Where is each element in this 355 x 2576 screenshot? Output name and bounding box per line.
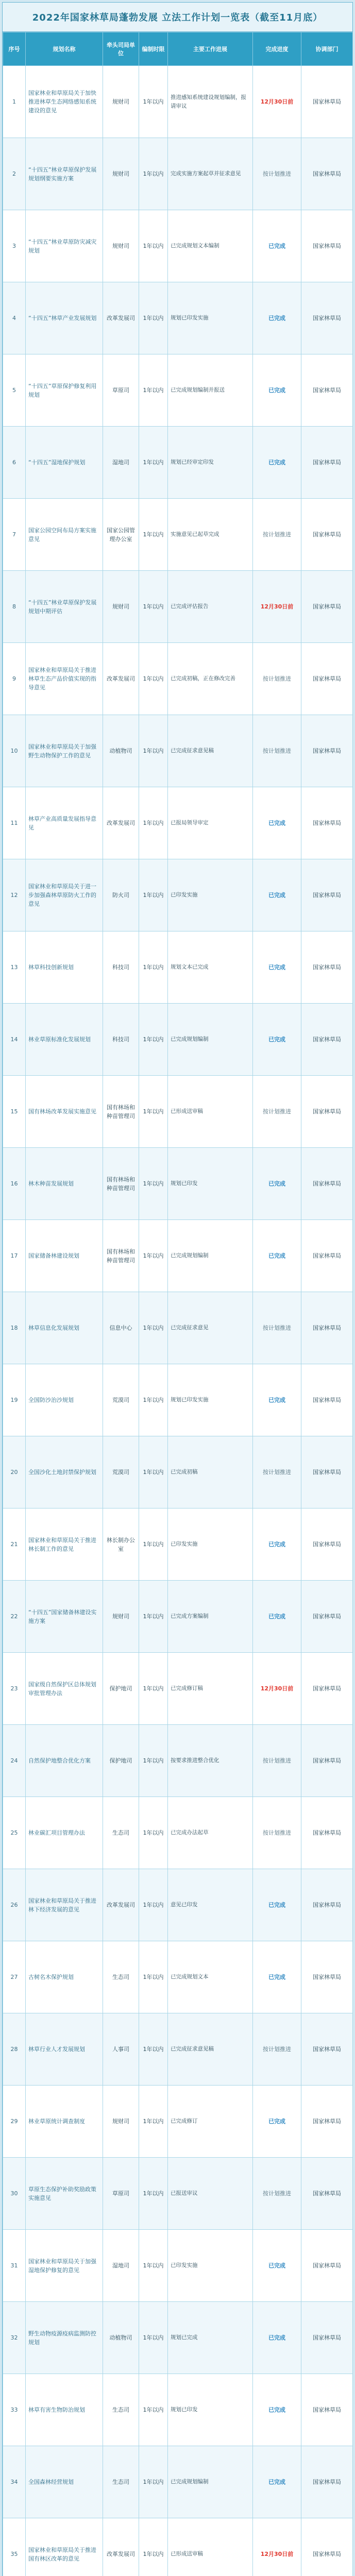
row-lead: 改革发展司 [103,1869,139,1941]
table-row [3,2158,353,2230]
row-progress: 已完成修订 [168,2086,253,2158]
row-status: 按计划推进 [253,499,301,571]
row-status: 按计划推进 [253,643,301,715]
row-dept: 国家林草局 [301,1364,353,1436]
row-period: 1年以内 [139,931,168,1004]
row-dept: 国家林草局 [301,1148,353,1220]
row-dept: 国家林草局 [301,1581,353,1653]
row-progress: 已报局领导审定 [168,787,253,859]
row-progress: 已完成评估报告 [168,571,253,643]
row-num: 33 [3,2374,26,2446]
row-num: 5 [3,354,26,427]
row-dept: 国家林草局 [301,66,353,138]
row-period: 1年以内 [139,2446,168,2518]
row-period: 1年以内 [139,2374,168,2446]
plan-sheet [2,2,353,2576]
row-progress: 实施意见已起草完成 [168,499,253,571]
row-name: “十四五”林业草原防灾减灾规划 [26,210,103,282]
row-progress: 已完成征求意见稿 [168,715,253,787]
row-num: 15 [3,1076,26,1148]
row-status: 已完成 [253,1581,301,1653]
row-period: 1年以内 [139,2158,168,2230]
row-status: 已完成 [253,787,301,859]
table-row [3,282,353,354]
row-lead: 湿地司 [103,427,139,499]
row-status: 12月30日前 [253,571,301,643]
row-num: 4 [3,282,26,354]
row-dept: 国家林草局 [301,2374,353,2446]
table-row [3,931,353,1004]
row-period: 1年以内 [139,1581,168,1653]
row-num: 27 [3,1941,26,2013]
table-row [3,1004,353,1076]
row-name: 全国森林经营规划 [26,2446,103,2518]
row-lead: 荒漠司 [103,1364,139,1436]
row-num: 1 [3,66,26,138]
row-status: 12月30日前 [253,2518,301,2576]
table-row [3,787,353,859]
row-name: 自然保护地整合优化方案 [26,1725,103,1797]
row-period: 1年以内 [139,1148,168,1220]
row-name: “十四五”湿地保护规划 [26,427,103,499]
row-num: 22 [3,1581,26,1653]
row-lead: 林长制办公室 [103,1509,139,1581]
row-name: 国有林场改革发展实施意见 [26,1076,103,1148]
table-row [3,499,353,571]
row-lead: 科技司 [103,931,139,1004]
row-lead: 国家公园管理办公室 [103,499,139,571]
row-period: 1年以内 [139,354,168,427]
row-dept: 国家林草局 [301,931,353,1004]
row-name: 古树名木保护规划 [26,1941,103,2013]
row-period: 1年以内 [139,1869,168,1941]
table-row [3,2518,353,2576]
table-row [3,1436,353,1509]
row-progress: 完成实施方案起草并征求意见 [168,138,253,210]
row-progress: 已完成修订稿 [168,1653,253,1725]
row-lead: 改革发展司 [103,787,139,859]
row-name: “十四五”林草产业发展规划 [26,282,103,354]
row-status: 已完成 [253,859,301,931]
row-progress: 已完成办法起草 [168,1797,253,1869]
row-progress: 规划已印发实施 [168,282,253,354]
table-row [3,1364,353,1436]
row-num: 2 [3,138,26,210]
row-progress: 规划已完成 [168,2302,253,2374]
table-row [3,643,353,715]
row-period: 1年以内 [139,2518,168,2576]
table-row [3,138,353,210]
row-dept: 国家林草局 [301,1941,353,2013]
row-status: 按计划推进 [253,2158,301,2230]
row-lead: 科技司 [103,1004,139,1076]
row-num: 23 [3,1653,26,1725]
row-dept: 国家林草局 [301,1797,353,1869]
row-num: 19 [3,1364,26,1436]
header-status: 完成进度 [253,32,301,66]
row-name: 林业草原标准化发展规划 [26,1004,103,1076]
row-status: 已完成 [253,1941,301,2013]
row-dept: 国家林草局 [301,2013,353,2086]
row-progress: 已印发实施 [168,1509,253,1581]
row-progress: 已完成规划编制 [168,1220,253,1292]
row-status: 已完成 [253,1364,301,1436]
row-name: 国家林业和草原局关于推进林下经济发展的意见 [26,1869,103,1941]
row-progress: 已完成征求意见稿 [168,2013,253,2086]
row-name: 林木种苗发展规划 [26,1148,103,1220]
row-lead: 草原司 [103,354,139,427]
row-name: 林草科技创新规划 [26,931,103,1004]
row-status: 按计划推进 [253,1797,301,1869]
row-name: “十四五”国家储备林建设实施方案 [26,1581,103,1653]
row-lead: 规财司 [103,1581,139,1653]
row-period: 1年以内 [139,1797,168,1869]
row-period: 1年以内 [139,2013,168,2086]
row-name: 国家林业和草原局关于加快推进林草生态网络感知系统建设的意见 [26,66,103,138]
row-period: 1年以内 [139,1436,168,1509]
row-num: 8 [3,571,26,643]
table-row [3,66,353,138]
row-progress: 已印发实施 [168,859,253,931]
row-lead: 规财司 [103,571,139,643]
row-period: 1年以内 [139,1292,168,1364]
row-status: 已完成 [253,2230,301,2302]
row-num: 6 [3,427,26,499]
row-lead: 国有林场和种苗管理司 [103,1148,139,1220]
row-status: 12月30日前 [253,66,301,138]
table-row [3,210,353,282]
row-status: 按计划推进 [253,1076,301,1148]
row-progress: 已完成规划编制 [168,2446,253,2518]
row-lead: 改革发展司 [103,282,139,354]
row-lead: 保护地司 [103,1653,139,1725]
row-progress: 已形成送审稿 [168,2518,253,2576]
row-lead: 规财司 [103,66,139,138]
row-num: 30 [3,2158,26,2230]
row-period: 1年以内 [139,1725,168,1797]
row-status: 已完成 [253,1509,301,1581]
row-lead: 保护地司 [103,1725,139,1797]
row-period: 1年以内 [139,1509,168,1581]
row-lead: 改革发展司 [103,643,139,715]
row-lead: 改革发展司 [103,2518,139,2576]
row-name: 林草产业高质量发展指导意见 [26,787,103,859]
row-status: 12月30日前 [253,1653,301,1725]
table-row [3,2230,353,2302]
table-row [3,2086,353,2158]
row-num: 13 [3,931,26,1004]
row-num: 14 [3,1004,26,1076]
row-dept: 国家林草局 [301,499,353,571]
row-num: 17 [3,1220,26,1292]
row-status: 已完成 [253,2302,301,2374]
row-num: 21 [3,1509,26,1581]
table-row [3,1292,353,1364]
table-row [3,1220,353,1292]
row-period: 1年以内 [139,643,168,715]
plan-table [3,32,353,2576]
row-num: 29 [3,2086,26,2158]
row-dept: 国家林草局 [301,715,353,787]
row-dept: 国家林草局 [301,354,353,427]
table-header-row [3,32,353,66]
row-dept: 国家林草局 [301,571,353,643]
row-dept: 国家林草局 [301,1436,353,1509]
row-lead: 草原司 [103,2158,139,2230]
row-status: 已完成 [253,1004,301,1076]
row-period: 1年以内 [139,1653,168,1725]
header-period: 编制时限 [139,32,168,66]
row-lead: 生态司 [103,2374,139,2446]
row-period: 1年以内 [139,859,168,931]
row-dept: 国家林草局 [301,643,353,715]
table-body [3,66,353,2576]
row-name: 林草有害生物防治规划 [26,2374,103,2446]
row-period: 1年以内 [139,210,168,282]
row-progress: 已完成征求意见 [168,1292,253,1364]
row-name: “十四五”草原保护修复利用规划 [26,354,103,427]
page-title: 2022年国家林草局蓬勃发展 立法工作计划一览表（截至11月底） [3,3,352,32]
row-status: 已完成 [253,210,301,282]
table-row [3,1076,353,1148]
table-row [3,2446,353,2518]
row-name: 林业碳汇项目管理办法 [26,1797,103,1869]
row-num: 12 [3,859,26,931]
row-progress: 已完成初稿 [168,1436,253,1509]
row-period: 1年以内 [139,715,168,787]
row-status: 已完成 [253,282,301,354]
row-status: 已完成 [253,2446,301,2518]
row-progress: 已形成送审稿 [168,1076,253,1148]
row-name: 全国沙化土地封禁保护规划 [26,1436,103,1509]
row-progress: 已完成方案编制 [168,1581,253,1653]
table-row [3,2013,353,2086]
row-num: 32 [3,2302,26,2374]
row-name: 国家级自然保护区总体规划审批管理办法 [26,1653,103,1725]
row-num: 35 [3,2518,26,2576]
row-period: 1年以内 [139,571,168,643]
row-progress: 已完成规划文本 [168,1941,253,2013]
row-period: 1年以内 [139,427,168,499]
row-dept: 国家林草局 [301,1004,353,1076]
row-lead: 动植物司 [103,2302,139,2374]
row-period: 1年以内 [139,282,168,354]
row-dept: 国家林草局 [301,282,353,354]
row-name: 国家林业和草原局关于进一步加强森林草原防火工作的意见 [26,859,103,931]
row-dept: 国家林草局 [301,2302,353,2374]
row-progress: 已完成规划编制 [168,1004,253,1076]
row-num: 7 [3,499,26,571]
table-row [3,427,353,499]
row-status: 已完成 [253,354,301,427]
row-name: 草原生态保护补助奖励政策实施意见 [26,2158,103,2230]
table-row [3,1797,353,1869]
row-status: 已完成 [253,1148,301,1220]
row-name: “十四五”林业草原保护发展规划纲要实施方案 [26,138,103,210]
row-status: 按计划推进 [253,1725,301,1797]
row-dept: 国家林草局 [301,2158,353,2230]
row-lead: 国有林场和种苗管理司 [103,1220,139,1292]
row-period: 1年以内 [139,1076,168,1148]
row-status: 按计划推进 [253,1436,301,1509]
table-row [3,2302,353,2374]
row-num: 26 [3,1869,26,1941]
row-status: 按计划推进 [253,138,301,210]
row-num: 18 [3,1292,26,1364]
row-num: 10 [3,715,26,787]
row-lead: 规财司 [103,210,139,282]
row-period: 1年以内 [139,66,168,138]
row-name: 国家林业和草原局关于加强湿地保护修复的意见 [26,2230,103,2302]
row-lead: 生态司 [103,1797,139,1869]
row-dept: 国家林草局 [301,1220,353,1292]
row-progress: 规划已印发 [168,2374,253,2446]
row-name: 国家林业和草原局关于推进林长制工作的意见 [26,1509,103,1581]
row-period: 1年以内 [139,787,168,859]
table-row [3,1869,353,1941]
row-status: 已完成 [253,1869,301,1941]
row-status: 按计划推进 [253,715,301,787]
row-status: 已完成 [253,427,301,499]
row-status: 按计划推进 [253,1292,301,1364]
header-num: 序号 [3,32,26,66]
row-period: 1年以内 [139,2230,168,2302]
row-lead: 信息中心 [103,1292,139,1364]
row-lead: 规财司 [103,2086,139,2158]
row-name: 野生动物疫源疫病监测防控规划 [26,2302,103,2374]
table-row [3,571,353,643]
row-period: 1年以内 [139,2302,168,2374]
row-num: 11 [3,787,26,859]
row-name: 林业草原统计调查制度 [26,2086,103,2158]
row-name: 林草信息化发展规划 [26,1292,103,1364]
row-progress: 按要求推进整合优化 [168,1725,253,1797]
row-lead: 生态司 [103,2446,139,2518]
row-dept: 国家林草局 [301,210,353,282]
row-name: 国家林业和草原局关于推进林草生态产品价值实现的指导意见 [26,643,103,715]
row-name: “十四五”林业草原保护发展规划中期评估 [26,571,103,643]
row-period: 1年以内 [139,499,168,571]
table-row [3,1653,353,1725]
row-num: 3 [3,210,26,282]
row-dept: 国家林草局 [301,1292,353,1364]
row-dept: 国家林草局 [301,2086,353,2158]
row-status: 已完成 [253,1220,301,1292]
row-lead: 国有林场和种苗管理司 [103,1076,139,1148]
row-period: 1年以内 [139,2086,168,2158]
row-dept: 国家林草局 [301,2518,353,2576]
row-progress: 规划文本已完成 [168,931,253,1004]
table-row [3,1581,353,1653]
row-dept: 国家林草局 [301,859,353,931]
table-row [3,1941,353,2013]
row-progress: 规划已经审定印发 [168,427,253,499]
row-progress: 已印发实施 [168,2230,253,2302]
row-lead: 防火司 [103,859,139,931]
row-progress: 推进感知系统建设规划编制，报请审议 [168,66,253,138]
row-dept: 国家林草局 [301,1869,353,1941]
row-dept: 国家林草局 [301,427,353,499]
table-row [3,2374,353,2446]
row-lead: 规财司 [103,138,139,210]
row-name: 林草行业人才发展规划 [26,2013,103,2086]
row-dept: 国家林草局 [301,1653,353,1725]
row-status: 按计划推进 [253,2013,301,2086]
row-num: 20 [3,1436,26,1509]
row-progress: 已完成规划文本编制 [168,210,253,282]
row-status: 已完成 [253,2374,301,2446]
row-status: 已完成 [253,931,301,1004]
row-dept: 国家林草局 [301,2446,353,2518]
table-row [3,1509,353,1581]
row-lead: 荒漠司 [103,1436,139,1509]
row-dept: 国家林草局 [301,1509,353,1581]
header-dept: 协调部门 [301,32,353,66]
row-name: 国家林业和草原局关于推进国有林区改革的意见 [26,2518,103,2576]
row-num: 28 [3,2013,26,2086]
table-row [3,715,353,787]
row-period: 1年以内 [139,1941,168,2013]
row-status: 已完成 [253,2086,301,2158]
row-num: 9 [3,643,26,715]
header-name: 规划名称 [26,32,103,66]
row-dept: 国家林草局 [301,2230,353,2302]
row-progress: 已完成规划编制并报送 [168,354,253,427]
row-num: 31 [3,2230,26,2302]
row-dept: 国家林草局 [301,1725,353,1797]
row-name: 国家林业和草原局关于加强野生动物保护工作的意见 [26,715,103,787]
row-num: 16 [3,1148,26,1220]
row-progress: 规划已印发 [168,1148,253,1220]
row-dept: 国家林草局 [301,787,353,859]
row-name: 国家公园空间布局方案实施意见 [26,499,103,571]
row-progress: 已报送审议 [168,2158,253,2230]
row-num: 25 [3,1797,26,1869]
row-dept: 国家林草局 [301,1076,353,1148]
row-lead: 生态司 [103,1941,139,2013]
table-row [3,1148,353,1220]
row-lead: 人事司 [103,2013,139,2086]
header-progress: 主要工作进展 [168,32,253,66]
table-row [3,1725,353,1797]
row-name: 国家储备林建设规划 [26,1220,103,1292]
row-progress: 规划已印发实施 [168,1364,253,1436]
row-period: 1年以内 [139,1220,168,1292]
row-period: 1年以内 [139,1364,168,1436]
row-dept: 国家林草局 [301,138,353,210]
row-name: 全国防沙治沙规划 [26,1364,103,1436]
row-num: 24 [3,1725,26,1797]
row-progress: 已完成初稿，正在修改完善 [168,643,253,715]
table-row [3,354,353,427]
row-period: 1年以内 [139,138,168,210]
header-lead: 牵头司局单位 [103,32,139,66]
row-lead: 动植物司 [103,715,139,787]
table-row [3,859,353,931]
row-progress: 意见已印发 [168,1869,253,1941]
row-lead: 湿地司 [103,2230,139,2302]
row-num: 34 [3,2446,26,2518]
row-period: 1年以内 [139,1004,168,1076]
